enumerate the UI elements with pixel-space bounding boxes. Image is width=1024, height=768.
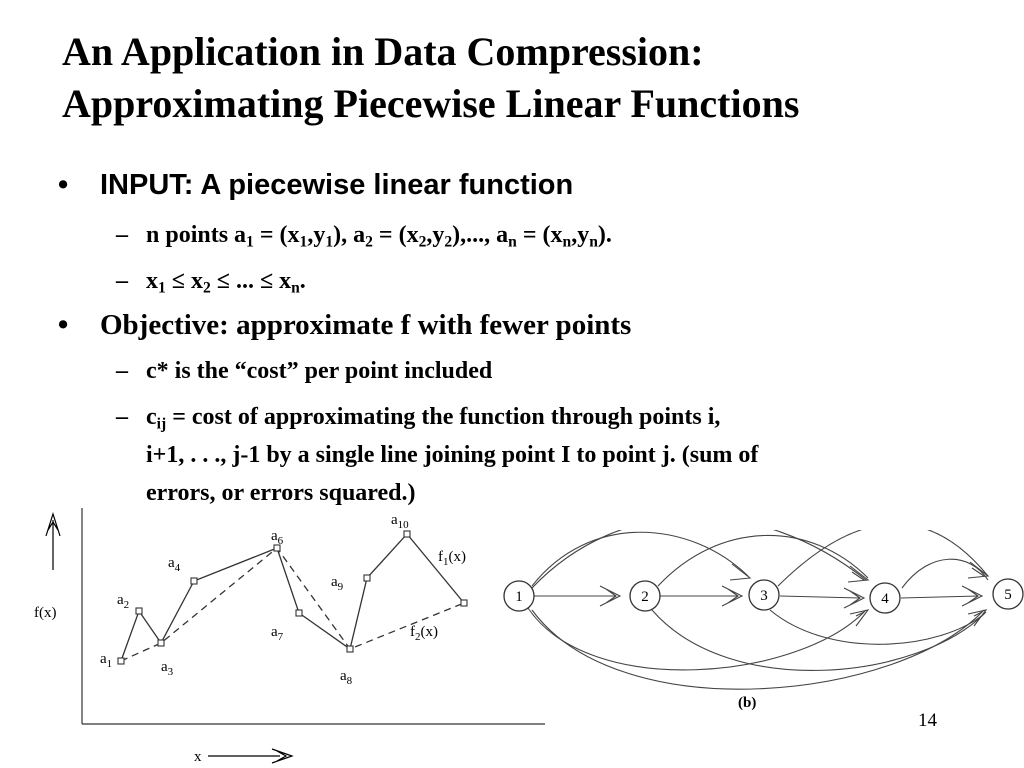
- f1-solid-line: [121, 534, 464, 661]
- figure-caption: (b): [738, 695, 757, 711]
- text-part: c* is the “cost” per point included: [146, 358, 493, 384]
- page-number: 14: [918, 710, 937, 731]
- text-part: = (x: [372, 222, 419, 248]
- graph-edge: [528, 608, 866, 670]
- node-label-3: 3: [760, 588, 768, 604]
- sub-bullet-points: [116, 216, 612, 254]
- point-label-a6: $a_6$: [271, 528, 284, 547]
- text-part: ≤ ... ≤ x: [210, 268, 292, 294]
- subscript: n: [589, 233, 598, 251]
- title-line-1: An Application in Data Compression:: [62, 29, 704, 74]
- text-part: ),..., a: [452, 222, 509, 248]
- text-part: ,y: [571, 222, 590, 248]
- graph-edge: [780, 596, 860, 598]
- subscript: 2: [418, 233, 427, 251]
- subscript: n: [291, 279, 300, 297]
- text-part: = (x: [253, 222, 300, 248]
- subscript: n: [562, 233, 572, 251]
- sub-bullet-cost: [116, 352, 493, 390]
- point-marker: [347, 646, 353, 652]
- point-label-a10: $a_{10}$: [391, 512, 409, 531]
- text-part: ), a: [333, 222, 366, 248]
- point-marker: [118, 658, 124, 664]
- y-axis-label: f(x): [34, 605, 57, 621]
- bullet-input: [58, 168, 574, 202]
- node-label-5: 5: [1004, 587, 1012, 603]
- node-label-2: 2: [641, 589, 649, 605]
- subscript: 1: [246, 233, 254, 251]
- point-label-a8: $a_8$: [340, 668, 353, 687]
- dash-marker: –: [116, 222, 128, 248]
- point-marker: [296, 610, 302, 616]
- bullet-objective-text: Objective: approximate f with fewer points: [100, 309, 632, 341]
- text-line: errors, or errors squared.): [146, 480, 416, 506]
- arrow-head-icon: [730, 564, 750, 580]
- subscript: ij: [156, 415, 167, 433]
- text-part: = (x: [516, 222, 563, 248]
- text-part: n points a: [146, 222, 247, 248]
- point-label-a9: $a_9$: [331, 574, 344, 593]
- arrow-head-icon: [850, 610, 868, 626]
- curve-label-f1: $f_1(x)$: [438, 549, 466, 568]
- graph-edge: [652, 610, 986, 670]
- subscript: 1: [325, 233, 334, 251]
- sub-bullet-order: [116, 262, 306, 300]
- x-axis-label: x: [194, 749, 202, 765]
- point-label-a3: $a_3$: [161, 659, 174, 678]
- dash-marker: –: [116, 404, 128, 430]
- dash-marker: –: [116, 268, 128, 294]
- text-line: i+1, . . ., j-1 by a single line joining point I to point j. (sum of: [146, 442, 759, 468]
- graph-edge: [658, 535, 868, 586]
- point-marker: [461, 600, 467, 606]
- text-part: .: [299, 268, 306, 294]
- text-part: c: [146, 404, 157, 430]
- point-marker: [364, 575, 370, 581]
- subscript: 2: [365, 233, 373, 251]
- bullet-input-text: INPUT: A piecewise linear function: [100, 169, 574, 201]
- graph-edge: [778, 530, 988, 586]
- slide-title: [62, 26, 799, 130]
- subscript: 1: [158, 279, 166, 297]
- text-part: ,y: [307, 222, 326, 248]
- graph-edge: [770, 610, 984, 644]
- text-part: ,y: [426, 222, 445, 248]
- point-label-a2: $a_2$: [117, 592, 130, 611]
- text-part: x: [146, 268, 158, 294]
- text-part: ≤ x: [165, 268, 203, 294]
- graph-edge: [532, 610, 984, 689]
- node-label-4: 4: [881, 591, 889, 607]
- title-line-2: Approximating Piecewise Linear Functions: [62, 81, 800, 126]
- dash-marker: –: [116, 358, 128, 384]
- bullet-objective: [58, 308, 632, 342]
- approximation-graph-figure: [500, 530, 1024, 720]
- subscript: 2: [444, 233, 453, 251]
- graph-edge: [902, 559, 988, 588]
- point-marker: [158, 640, 164, 646]
- bullet-marker: •: [58, 309, 69, 341]
- point-label-a4: $a_4$: [168, 555, 181, 574]
- text-part: ).: [597, 222, 612, 248]
- node-label-1: 1: [515, 589, 523, 605]
- point-label-a1: $a_1$: [100, 651, 113, 670]
- curve-label-f2: $f_2(x)$: [410, 624, 438, 643]
- piecewise-function-figure: [0, 500, 545, 768]
- bullet-marker: •: [58, 169, 69, 201]
- subscript: n: [508, 233, 517, 251]
- subscript: 2: [202, 279, 211, 297]
- graph-edge: [532, 530, 866, 588]
- sub-bullet-cij: [116, 398, 966, 512]
- point-label-a7: $a_7$: [271, 624, 284, 643]
- text-part: = cost of approximating the function through points i,: [166, 404, 721, 430]
- point-marker: [191, 578, 197, 584]
- graph-edge: [901, 596, 978, 598]
- point-marker: [404, 531, 410, 537]
- point-marker: [136, 608, 142, 614]
- subscript: 1: [299, 233, 308, 251]
